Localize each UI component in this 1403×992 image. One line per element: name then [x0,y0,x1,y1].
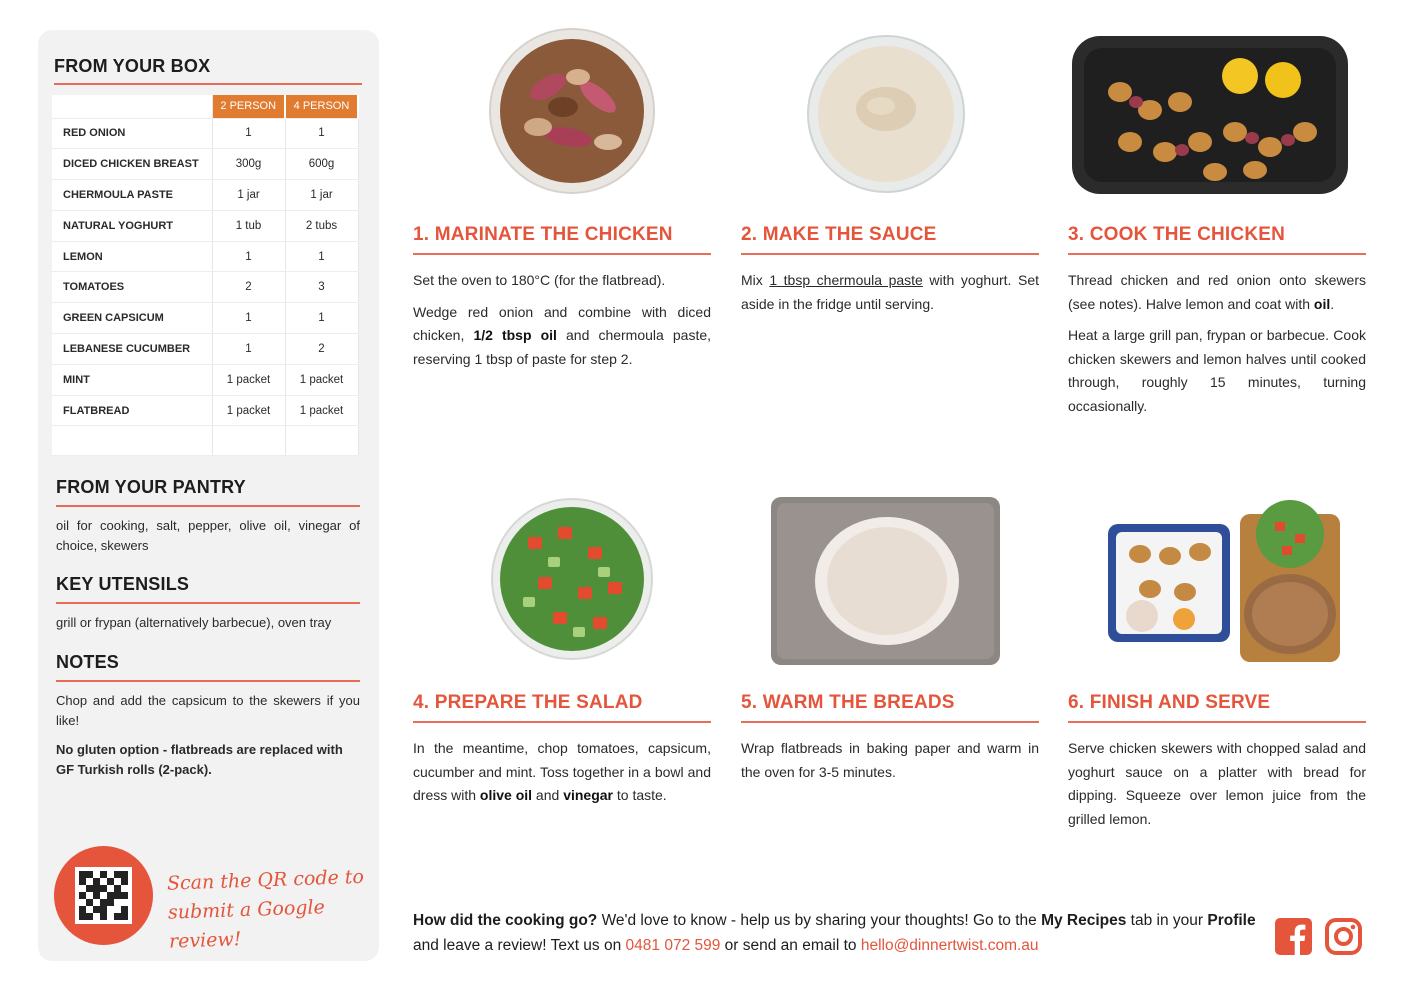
table-row [52,395,358,426]
qr-badge[interactable] [54,846,153,945]
marinated-chicken-image [488,27,656,195]
qty-4: 1 [285,241,358,272]
qty-2: 1 packet [212,364,285,395]
qty-2: 1 [212,241,285,272]
flatbread-tray-image [771,497,1000,665]
step-1 [413,224,711,379]
table-row [52,241,358,272]
table-row [52,118,358,149]
step-2 [741,224,1039,324]
ingredient-name: CHERMOULA PASTE [52,180,212,211]
table-row [52,210,358,241]
qty-4: 1 [285,118,358,149]
qr-caption [167,862,381,956]
step-3-text-1: Thread chicken and red onion onto skewers (see notes). Halve lemon and coat with oil. [1068,272,1366,312]
step-5 [741,692,1039,792]
qr-code-icon[interactable] [75,867,132,924]
qty-4: 1 packet [285,364,358,395]
step-3-title: 3. COOK THE CHICKEN [1068,224,1286,245]
box-title: FROM YOUR BOX [54,56,211,76]
step-2-title: 2. MAKE THE SAUCE [741,224,937,245]
qty-4: 1 [285,303,358,334]
table-corner [52,95,212,118]
facebook-icon[interactable] [1275,918,1312,955]
qty-2: 1 [212,334,285,365]
qty-2: 1 packet [212,395,285,426]
divider [1068,253,1366,255]
notes-section [56,652,360,780]
step-5-text: Wrap flatbreads in baking paper and warm in the oven for 3-5 minutes. [741,740,1039,780]
utensils-title: KEY UTENSILS [56,574,190,594]
qty-4: 2 tubs [285,210,358,241]
step-1-text-1: Set the oven to 180°C (for the flatbread). [413,272,666,288]
ingredient-name: LEBANESE CUCUMBER [52,334,212,365]
empty-cell [285,426,358,456]
step-5-title: 5. WARM THE BREADS [741,692,955,713]
pantry-section [56,477,360,556]
step-3-text-2: Heat a large grill pan, frypan or barbecue. Cook chicken skewers and lemon halves until cooked through, roughly 15 minutes, turning occasionally. [1068,327,1366,414]
ingredient-name: MINT [52,364,212,395]
utensils-section [56,574,360,633]
table-row [52,303,358,334]
notes-title: NOTES [56,652,120,672]
notes-gluten: No gluten option - flatbreads are replaced with GF Turkish rolls (2-pack). [56,742,343,777]
ingredient-name: DICED CHICKEN BREAST [52,149,212,180]
divider [56,680,360,682]
qr-caption-line1: Scan the QR code to [166,865,365,895]
qr-caption-line2: submit a Google review! [167,896,326,953]
qty-2: 300g [212,149,285,180]
divider [1068,721,1366,723]
step-6 [1068,692,1366,839]
instagram-icon[interactable] [1325,918,1362,955]
step-6-text: Serve chicken skewers with chopped salad and yoghurt sauce on a platter with bread for dipping. Squeeze over lemon juice from the grilled lemon. [1068,740,1366,827]
table-row [52,180,358,211]
salad-bowl-image [488,497,656,661]
pantry-title: FROM YOUR PANTRY [56,477,246,497]
pantry-text: oil for cooking, salt, pepper, olive oil, vinegar of choice, skewers [56,518,360,553]
qty-2: 1 [212,118,285,149]
box-section [54,56,362,85]
qty-4: 1 packet [285,395,358,426]
ingredient-name: RED ONION [52,118,212,149]
divider [741,721,1039,723]
table-header-row [52,95,358,118]
qty-2: 1 [212,303,285,334]
feedback-footer: How did the cooking go? We'd love to know - help us by sharing your thoughts! Go to the My Recipes tab in your Profile and leave a review! Text us on 0481 072 599 or send an email to hello@dinnertwist.com.au [413,912,1256,954]
qty-2: 2 [212,272,285,303]
ingredients-table [52,95,359,456]
ingredient-name: GREEN CAPSICUM [52,303,212,334]
col-4-person: 4 PERSON [285,95,358,118]
table-row [52,149,358,180]
utensils-text: grill or frypan (alternatively barbecue), oven tray [56,615,332,630]
step-1-title: 1. MARINATE THE CHICKEN [413,224,673,245]
step-4 [413,692,711,816]
ingredient-name: TOMATOES [52,272,212,303]
table-row [52,272,358,303]
serving-platter-image [1100,494,1345,664]
step-6-title: 6. FINISH AND SERVE [1068,692,1271,713]
ingredient-name: FLATBREAD [52,395,212,426]
empty-cell [212,426,285,456]
qty-4: 3 [285,272,358,303]
qty-2: 1 tub [212,210,285,241]
yoghurt-sauce-image [806,34,966,194]
divider [413,721,711,723]
table-row-empty [52,426,358,456]
qty-4: 2 [285,334,358,365]
step-4-text: In the meantime, chop tomatoes, capsicum, cucumber and mint. Toss together in a bowl and dress with olive oil and vinegar to taste. [413,740,711,803]
notes-text: Chop and add the capsicum to the skewers if you like! [56,693,360,728]
divider [413,253,711,255]
col-2-person: 2 PERSON [212,95,285,118]
divider [56,602,360,604]
step-1-text-2: Wedge red onion and combine with diced chicken, 1/2 tbsp oil and chermoula paste, reserving 1 tbsp of paste for step 2. [413,303,712,367]
qty-4: 600g [285,149,358,180]
qty-4: 1 jar [285,180,358,211]
qty-2: 1 jar [212,180,285,211]
divider [54,83,362,85]
table-row [52,334,358,365]
step-2-text: Mix 1 tbsp chermoula paste with yoghurt. Set aside in the fridge until serving. [741,272,1039,312]
empty-cell [52,426,212,456]
step-4-title: 4. PREPARE THE SALAD [413,692,643,713]
divider [56,505,360,507]
feedback-question: How did the cooking go? [413,912,598,929]
step-3 [1068,224,1366,426]
ingredient-name: LEMON [52,241,212,272]
grill-skewers-image [1070,32,1350,197]
table-row [52,364,358,395]
email-link[interactable]: hello@dinnertwist.com.au [860,937,1039,954]
ingredients-panel [38,30,379,961]
ingredient-name: NATURAL YOGHURT [52,210,212,241]
divider [741,253,1039,255]
phone-link[interactable]: 0481 072 599 [625,937,721,954]
